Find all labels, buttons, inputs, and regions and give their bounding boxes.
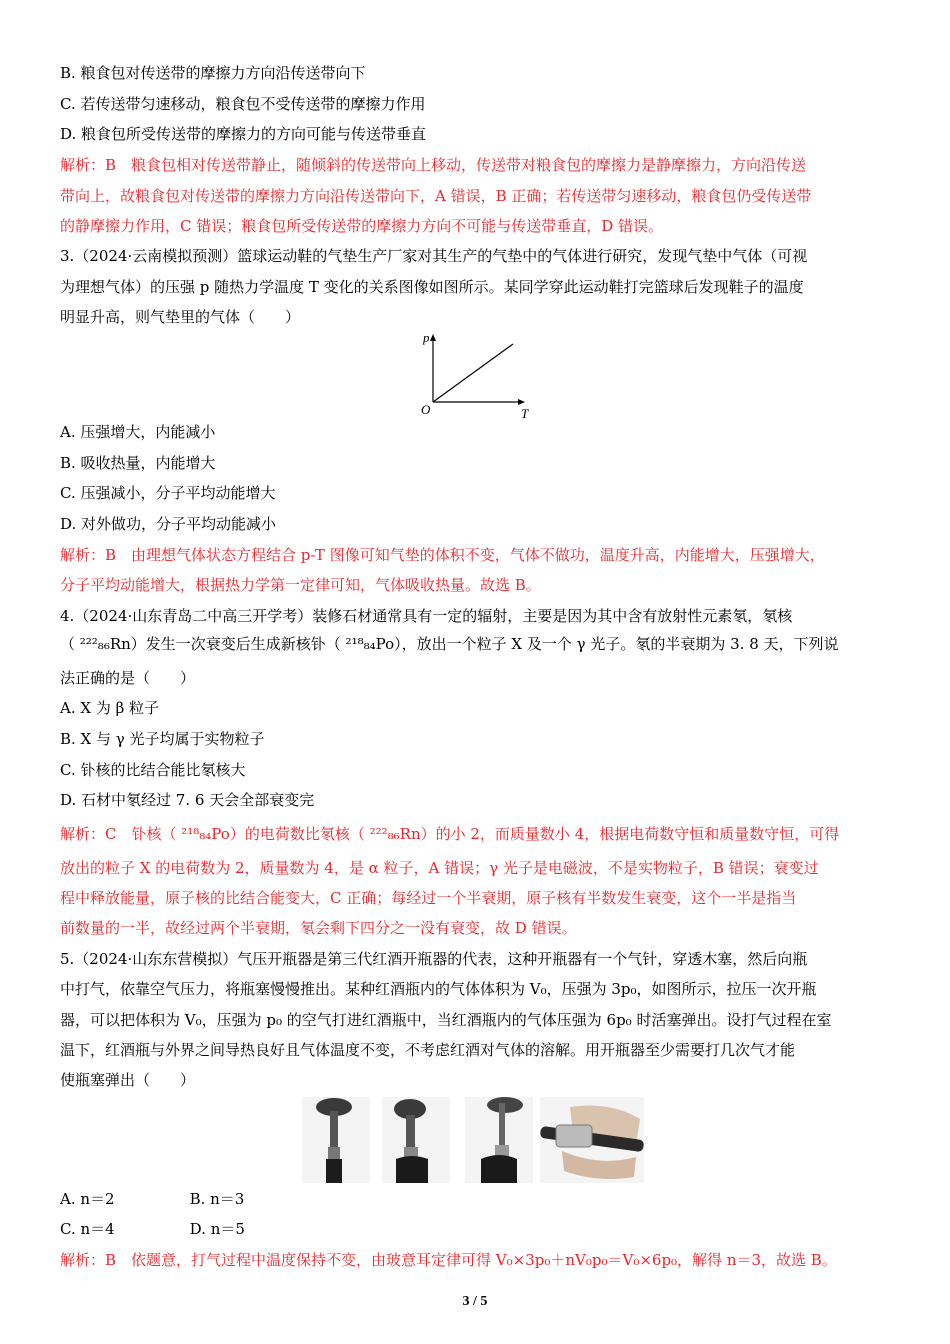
text-line: C. n＝4 D. n＝5 <box>60 1220 245 1238</box>
text-line: C. 钋核的比结合能比氡核大 <box>60 761 246 779</box>
text-line: B. 吸收热量，内能增大 <box>60 454 216 472</box>
y-axis-arrow <box>430 334 436 341</box>
answer-line: 带向上，故粮食包对传送带的摩擦力方向沿传送带向下，A 错误，B 正确；若传送带匀速移动，粮食包仍受传送带 <box>60 187 812 205</box>
text-line: A. n＝2 B. n＝3 <box>60 1190 245 1208</box>
text-line: 3.（2024·云南模拟预测）篮球运动鞋的气垫生产厂家对其生产的气垫中的气体进行研究，发现气垫中气体（可视 <box>60 247 808 265</box>
answer-line: 前数量的一半，故经过两个半衰期，氡会剩下四分之一没有衰变，故 D 错误。 <box>60 919 577 937</box>
answer-line: 解析：B 依题意，打气过程中温度保持不变，由玻意耳定律可得 V₀×3p₀＋nV₀p₀＝V₀×6p₀，解得 n＝3，故选 B。 <box>60 1251 837 1269</box>
text-line: D. 石材中氡经过 7. 6 天会全部衰变完 <box>60 791 315 809</box>
text-line: A. 压强增大，内能减小 <box>60 423 216 441</box>
text-line: 5.（2024·山东东营模拟）气压开瓶器是第三代红酒开瓶器的代表，这种开瓶器有一个气针，穿透木塞，然后向瓶 <box>60 950 808 968</box>
text-line: C. 若传送带匀速移动，粮食包不受传送带的摩擦力作用 <box>60 95 426 113</box>
answer-line: 解析：B 粮食包相对传送带静止，随倾斜的传送带向上移动，传送带对粮食包的摩擦力是静摩擦力，方向沿传送 <box>60 156 807 174</box>
answer-line: 的静摩擦力作用，C 错误；粮食包所受传送带的摩擦力方向不可能与传送带垂直，D 错误。 <box>60 217 664 235</box>
answer-line: 分子平均动能增大，根据热力学第一定律可知，气体吸收热量。故选 B。 <box>60 576 541 594</box>
text-line: A. X 为 β 粒子 <box>60 699 160 717</box>
wine-opener-photo-2 <box>382 1097 450 1183</box>
answer-line: 放出的粒子 X 的电荷数为 2，质量数为 4，是 α 粒子，A 错误；γ 光子是电磁波，不是实物粒子，B 错误；衰变过 <box>60 859 819 877</box>
text-line: 中打气，依靠空气压力，将瓶塞慢慢推出。某种红酒瓶内的气体体积为 V₀，压强为 3p₀，如图所示，拉压一次开瓶 <box>60 980 817 998</box>
page-number: 3 / 5 <box>462 1294 488 1309</box>
answer-line: 程中释放能量，原子核的比结合能变大，C 正确；每经过一个半衰期，原子核有半数发生衰变，这个一半是指当 <box>60 889 797 907</box>
origin-label: O <box>421 402 431 417</box>
x-axis-label: T <box>521 406 529 420</box>
text-line: D. 对外做功，分子平均动能减小 <box>60 515 277 533</box>
text-line: 法正确的是（ ） <box>60 669 196 687</box>
answer-line: 解析：B 由理想气体状态方程结合 p-T 图像可知气垫的体积不变，气体不做功，温度升高，内能增大，压强增大， <box>60 546 825 564</box>
text-line: 使瓶塞弹出（ ） <box>60 1071 196 1089</box>
wine-opener-photo-3 <box>465 1097 533 1183</box>
text-line: 为理想气体）的压强 p 随热力学温度 T 变化的关系图像如图所示。某同学穿此运动鞋打完篮球后发现鞋子的温度 <box>60 278 804 296</box>
text-line: 明显升高，则气垫里的气体（ ） <box>60 308 301 326</box>
p-t-graph <box>415 332 535 420</box>
text-line: C. 压强减小，分子平均动能增大 <box>60 484 276 502</box>
p-t-line <box>433 344 513 402</box>
text-line: B. X 与 γ 光子均属于实物粒子 <box>60 730 265 748</box>
text-line: D. 粮食包所受传送带的摩擦力的方向可能与传送带垂直 <box>60 125 427 143</box>
text-line: 4.（2024·山东青岛二中高三开学考）装修石材通常具有一定的辐射，主要是因为其中含有放射性元素氡，氡核 <box>60 607 793 625</box>
answer-line: 解析：C 钋核（ ²¹⁸₈₄Po）的电荷数比氡核（ ²²²₈₆Rn）的小 2，而质量数小 4，根据电荷数守恒和质量数守恒，可得 <box>60 825 840 843</box>
text-line: 温下，红酒瓶与外界之间导热良好且气体温度不变，不考虑红酒对气体的溶解。用开瓶器至少需要打几次气才能 <box>60 1041 796 1059</box>
text-line: （ ²²²₈₆Rn）发生一次衰变后生成新核钋（ ²¹⁸₈₄Po），放出一个粒子 X 及一个 γ 光子。氡的半衰期为 3. 8 天，下列说 <box>60 635 839 653</box>
wine-opener-photo-4 <box>540 1097 644 1183</box>
y-axis-label: p <box>423 332 430 345</box>
text-line: 器，可以把体积为 V₀，压强为 p₀ 的空气打进红酒瓶中，当红酒瓶内的气体压强为 6p₀ 时活塞弹出。设打气过程在室 <box>60 1011 832 1029</box>
x-axis-arrow <box>518 399 525 405</box>
text-line: B. 粮食包对传送带的摩擦力方向沿传送带向下 <box>60 64 366 82</box>
wine-opener-photo-1 <box>302 1097 370 1183</box>
